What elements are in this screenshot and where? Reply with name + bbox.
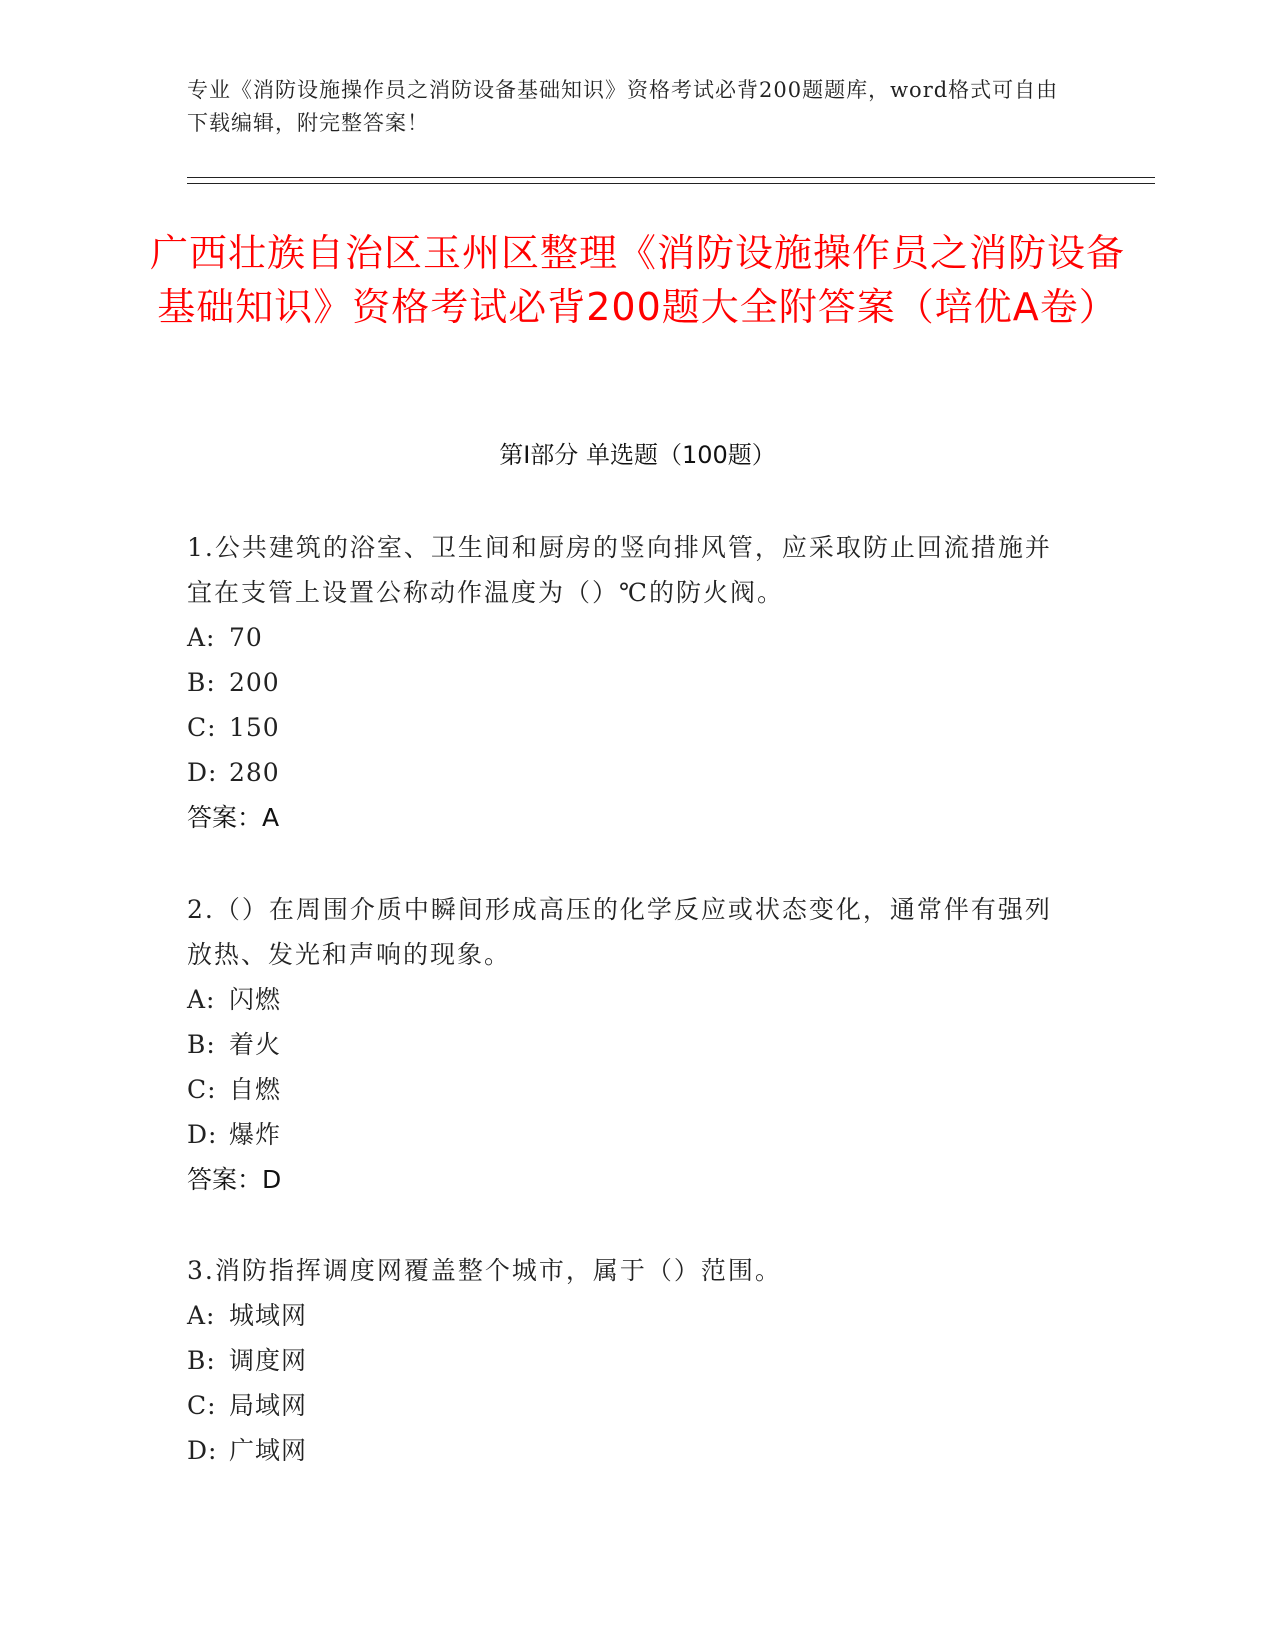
option-a [187,1293,1067,1338]
option-text: 280 [229,758,280,787]
option-letter: A: [187,985,216,1014]
option-text: 150 [229,713,280,742]
option-b [187,1338,1067,1383]
option-c [187,1383,1067,1428]
option-letter: C: [187,713,217,742]
option-b [187,660,1067,705]
option-letter: B: [187,1346,216,1375]
option-text: 城域网 [229,1301,308,1330]
option-text: 着火 [229,1030,282,1059]
document-title: 广西壮族自治区玉州区整理《消防设施操作员之消防设备基础知识》资格考试必背200题大全附答案（培优A卷） [150,231,1126,329]
option-text: 闪燃 [229,985,282,1014]
option-d [187,750,1067,795]
option-letter: D: [187,1436,218,1465]
option-letter: C: [187,1075,217,1104]
answer-line: 答案：D [187,1165,282,1194]
option-letter: B: [187,1030,216,1059]
option-c [187,1067,1067,1112]
answer-line: 答案：A [187,803,280,832]
question-stem: 2.（）在周围介质中瞬间形成高压的化学反应或状态变化，通常伴有强列放热、发光和声响的现象。 [187,895,1052,969]
section-heading: 第I部分 单选题（100题） [499,441,776,469]
option-text: 70 [229,623,263,652]
question-1 [187,525,1067,840]
question-stem: 3.消防指挥调度网覆盖整个城市，属于（）范围。 [187,1256,782,1285]
option-d [187,1112,1067,1157]
option-text: 广域网 [229,1436,308,1465]
option-text: 调度网 [229,1346,308,1375]
option-b [187,1022,1067,1067]
option-letter: B: [187,668,216,697]
option-letter: A: [187,623,216,652]
option-letter: D: [187,758,218,787]
option-text: 爆炸 [229,1120,282,1149]
option-d [187,1428,1067,1473]
header-rule-bottom [187,183,1155,184]
option-a [187,615,1067,660]
option-text: 自燃 [229,1075,282,1104]
option-text: 200 [229,668,280,697]
question-3 [187,1248,1067,1473]
option-letter: D: [187,1120,218,1149]
option-letter: C: [187,1391,217,1420]
question-2 [187,887,1067,1202]
option-a [187,977,1067,1022]
option-letter: A: [187,1301,216,1330]
question-stem: 1.公共建筑的浴室、卫生间和厨房的竖向排风管，应采取防止回流措施并宜在支管上设置公称动作温度为（）℃的防火阀。 [187,533,1052,607]
option-c [187,705,1067,750]
header-rule-top [187,177,1155,178]
option-text: 局域网 [229,1391,308,1420]
header-note: 专业《消防设施操作员之消防设备基础知识》资格考试必背200题题库，word格式可自由下载编辑，附完整答案！ [187,78,1059,135]
